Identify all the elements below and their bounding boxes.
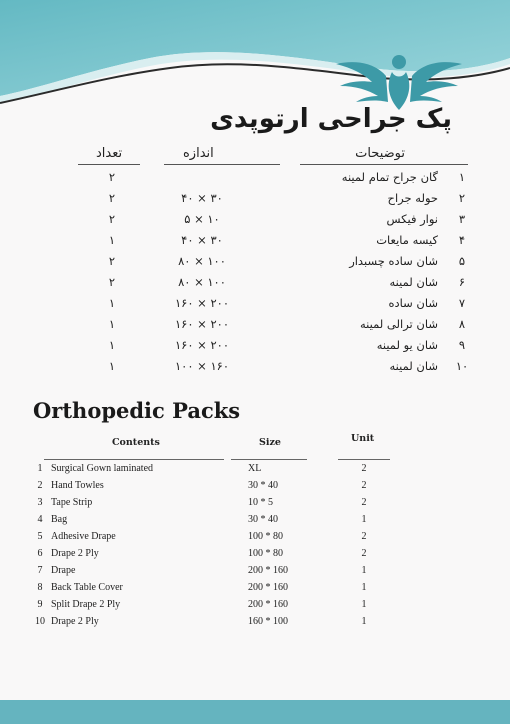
row-count: ۱ [108,338,116,352]
row-number: 10 [35,616,45,627]
persian-table-row [0,315,510,335]
row-content: Split Drape 2 Ply [51,599,121,610]
row-content: Drape [51,565,76,576]
english-section-title: Orthopedic Packs [33,398,241,423]
row-number: ۵ [458,254,466,268]
row-count: ۲ [108,191,116,205]
row-size: 30 * 40 [248,480,278,491]
row-size: ۴۰ × ۳۰ [181,191,223,205]
row-number: 3 [37,497,43,508]
row-number: ۱۰ [455,359,469,373]
english-table-row [0,460,510,477]
row-number: ۶ [458,275,466,289]
row-content: Hand Towles [51,480,104,491]
row-size: 200 * 160 [248,582,288,593]
row-description: حوله جراح [387,191,438,205]
row-content: Tape Strip [51,497,93,508]
row-size: 10 * 5 [248,497,273,508]
row-number: 9 [37,599,43,610]
row-number: 5 [37,531,43,542]
row-content: Back Table Cover [51,582,123,593]
persian-table-row [0,252,510,272]
row-size: 160 * 100 [248,616,288,627]
english-table-row [0,494,510,511]
row-number: ۸ [458,317,466,331]
persian-header-description: توضیحات [355,146,405,161]
row-unit: 1 [361,565,367,576]
row-description: شان لمینه [389,359,438,373]
english-table-row [0,579,510,596]
persian-table-row [0,336,510,356]
row-content: Adhesive Drape [51,531,116,542]
row-unit: 2 [361,480,367,491]
row-number: 6 [37,548,43,559]
row-number: ۱ [458,170,466,184]
row-unit: 2 [361,548,367,559]
row-size: 100 * 80 [248,531,283,542]
persian-table-row [0,273,510,293]
row-size: ۴۰ × ۳۰ [181,233,223,247]
persian-table-row [0,189,510,209]
row-size: 30 * 40 [248,514,278,525]
row-description: شان ترالی لمینه [360,317,438,331]
row-number: 4 [37,514,43,525]
row-size: XL [248,463,262,474]
row-number: 7 [37,565,43,576]
row-content: Bag [51,514,68,525]
row-description: گان جراح تمام لمینه [341,170,438,184]
row-count: ۲ [108,212,116,226]
english-header-size: Size [259,437,281,448]
english-table-row [0,596,510,613]
persian-header-rule [164,164,280,165]
row-number: ۳ [458,212,466,226]
row-description: شان یو لمینه [376,338,438,352]
row-number: 8 [37,582,43,593]
row-size: ۸۰ × ۱۰۰ [178,254,226,268]
english-header-contents: Contents [112,437,160,448]
row-size: ۵ × ۱۰ [184,212,220,226]
english-table-row [0,477,510,494]
row-number: 2 [37,480,43,491]
row-size: ۱۶۰ × ۲۰۰ [174,338,229,352]
row-size: ۱۶۰ × ۲۰۰ [174,317,229,331]
row-description: کیسه مایعات [376,233,438,247]
row-count: ۱ [108,359,116,373]
persian-header-size: اندازه [183,146,214,161]
english-header-unit: Unit [351,433,375,444]
row-size: ۱۰۰ × ۱۶۰ [174,359,229,373]
row-count: ۲ [108,254,116,268]
persian-table-row [0,231,510,251]
row-number: ۴ [458,233,466,247]
row-count: ۱ [108,233,116,247]
row-size: 200 * 160 [248,565,288,576]
row-size: 200 * 160 [248,599,288,610]
row-number: ۲ [458,191,466,205]
footer-bar [0,700,510,724]
row-content: Surgical Gown laminated [51,463,154,474]
row-count: ۱ [108,317,116,331]
row-unit: 1 [361,514,367,525]
row-size: ۱۶۰ × ۲۰۰ [174,296,229,310]
row-description: نوار فیکس [386,212,438,226]
persian-table-row [0,357,510,377]
row-size: 100 * 80 [248,548,283,559]
persian-table-row [0,210,510,230]
row-number: ۹ [458,338,466,352]
persian-page-title: پک جراحی ارتوپدی [210,104,452,134]
row-count: ۲ [108,170,116,184]
row-content: Drape 2 Ply [51,616,99,627]
persian-header-count: تعداد [96,146,123,161]
row-description: شان ساده [388,296,438,310]
row-count: ۱ [108,296,116,310]
persian-header-rule [78,164,140,165]
english-table-row [0,545,510,562]
row-unit: 2 [361,531,367,542]
row-unit: 2 [361,463,367,474]
row-unit: 1 [361,599,367,610]
persian-table-row [0,294,510,314]
row-content: Drape 2 Ply [51,548,99,559]
row-unit: 2 [361,497,367,508]
english-table-row [0,511,510,528]
english-table-row [0,613,510,630]
persian-header-rule [300,164,468,165]
row-number: 1 [37,463,43,474]
row-count: ۲ [108,275,116,289]
english-table-row [0,562,510,579]
english-table-row [0,528,510,545]
row-unit: 1 [361,616,367,627]
row-size: ۸۰ × ۱۰۰ [178,275,226,289]
row-description: شان لمینه [389,275,438,289]
row-unit: 1 [361,582,367,593]
persian-table-row [0,168,510,188]
row-description: شان ساده چسبدار [349,254,438,268]
row-number: ۷ [458,296,466,310]
